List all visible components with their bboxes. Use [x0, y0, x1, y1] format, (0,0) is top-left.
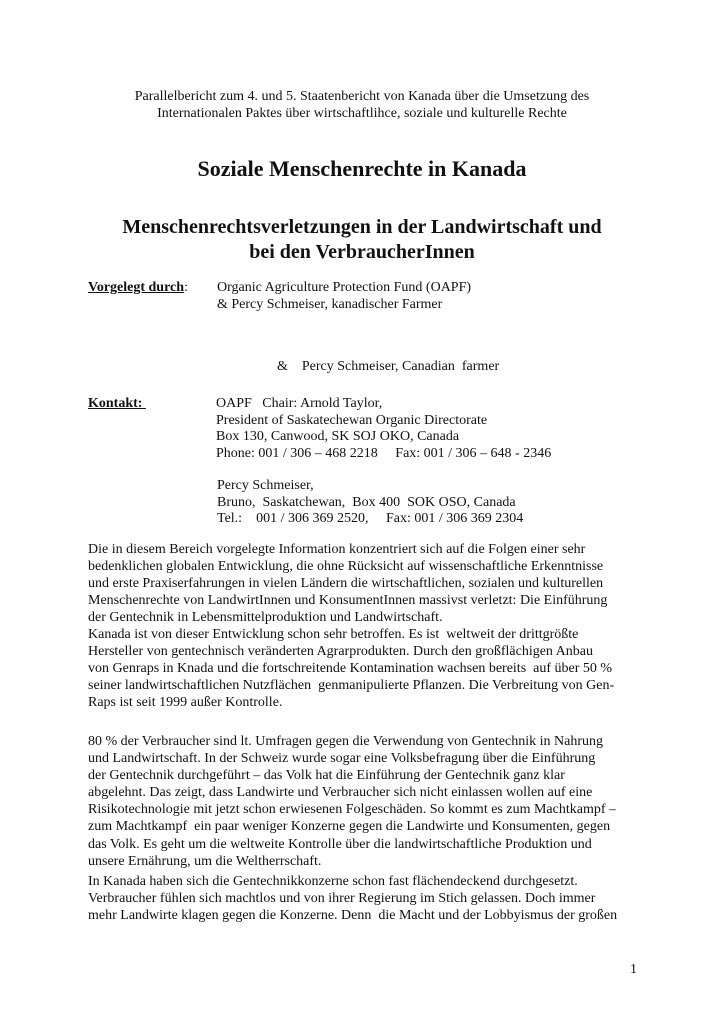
contact-oapf: [216, 396, 551, 462]
submitter-org: Organic Agriculture Protection Fund (OAPF): [217, 280, 472, 295]
contact-percy: [217, 478, 523, 528]
contact-oapf-line: Box 130, Canwood, SK SOJ OKO, Canada: [216, 429, 460, 444]
text-line: Menschenrechte von LandwirtInnen und KonsumentInnen massivst verletzt: Die Einführung: [88, 593, 608, 609]
submitted-by-colon: :: [184, 280, 188, 295]
text-line: In Kanada haben sich die Gentechnikkonzerne schon fast flächendeckend durchgesetzt.: [88, 874, 578, 889]
subtitle-line-2: bei den VerbraucherInnen: [249, 241, 475, 263]
text-line: mehr Landwirte klagen gegen die Konzerne. Denn die Macht und der Lobbyismus der großen: [88, 908, 618, 924]
text-line: Verbraucher fühlen sich machtlos und von ihrer Regierung im Stich gelassen. Doch immer: [88, 891, 596, 907]
text-line: Hersteller von gentechnisch veränderten Agrarprodukten. Durch den großflächigen Anbau: [88, 644, 593, 660]
text-line: bedenklichen globalen Entwicklung, die ohne Rücksicht auf wissenschaftliche Erkenntnisse: [88, 559, 604, 575]
contact-percy-line: Bruno, Saskatchewan, Box 400 SOK OSO, Canada: [217, 494, 516, 510]
text-line: und Landwirtschaft. In der Schweiz wurde sogar eine Volksbefragung über die Einführung: [88, 751, 596, 767]
report-header-line-2: Internationalen Paktes über wirtschaftlihce, soziale und kulturelle Rechte: [157, 106, 567, 121]
text-line: zum Machtkampf ein paar weniger Konzerne gegen die Landwirte und Konsumenten, gegen: [88, 819, 611, 835]
submitter-english: & Percy Schmeiser, Canadian farmer: [277, 359, 500, 374]
text-line: und erste Praxiserfahrungen in vielen Ländern die wirtschaftlichen, sozialen und kulturellen: [88, 576, 604, 592]
paragraph-1: [88, 541, 648, 626]
text-line: Die in diesem Bereich vorgelegte Information konzentriert sich auf die Folgen einer sehr: [88, 542, 586, 557]
page-title: Soziale Menschenrechte in Kanada: [197, 156, 527, 181]
contact-label: Kontakt:: [88, 396, 146, 411]
text-line: unsere Ernährung, um die Weltherrschaft.: [88, 853, 322, 869]
text-line: abgelehnt. Das zeigt, dass Landwirte und Verbraucher sich nicht einlassen wollen auf eine: [88, 785, 593, 801]
text-line: von Genraps in Knada und die fortschreitende Kontamination wachsen bereits auf über 50 %: [88, 661, 613, 677]
contact-percy-line: Percy Schmeiser,: [217, 478, 314, 493]
page-number: 1: [630, 962, 637, 977]
text-line: Risikotechnologie mit jetzt schon erwiesenen Folgeschäden. So kommt es zum Machtkampf –: [88, 802, 617, 818]
text-line: seiner landwirtschaftlichen Nutzflächen genmanipulierte Pflanzen. Die Verbreitung von Gen-: [88, 678, 615, 694]
text-line: der Gentechnik durchgeführt – das Volk hat die Einführung der Gentechnik ganz klar: [88, 768, 565, 784]
text-line: der Gentechnik in Lebensmittelproduktion und Landwirtschaft.: [88, 610, 443, 626]
contact-percy-phone: Tel.: 001 / 306 369 2520, Fax: 001 / 306 369 2304: [217, 511, 524, 526]
text-line: Kanada ist von dieser Entwicklung schon sehr betroffen. Es ist weltweit der drittgrößte: [88, 627, 579, 642]
subtitle-line-1: Menschenrechtsverletzungen in der Landwirtschaft und: [122, 216, 602, 238]
submitted-by-label: [88, 280, 188, 296]
report-header-line-1: Parallelbericht zum 4. und 5. Staatenbericht von Kanada über die Umsetzung des: [134, 89, 590, 104]
paragraph-4: [88, 873, 648, 924]
text-line: Raps ist seit 1999 außer Kontrolle.: [88, 695, 283, 711]
text-line: das Volk. Es geht um die weltweite Kontrolle über die landwirtschaftliche Produktion und: [88, 836, 592, 852]
submitted-by-label-text: Vorgelegt durch: [88, 280, 185, 295]
contact-oapf-line: OAPF Chair: Arnold Taylor,: [216, 396, 383, 411]
paragraph-2: [88, 626, 648, 711]
paragraph-3: [88, 733, 648, 870]
contact-oapf-line: President of Saskatechewan Organic Directorate: [216, 412, 488, 428]
text-line: 80 % der Verbraucher sind lt. Umfragen gegen die Verwendung von Gentechnik in Nahrung: [88, 734, 603, 749]
contact-oapf-phone: Phone: 001 / 306 – 468 2218 Fax: 001 / 306 – 648 - 2346: [216, 445, 552, 461]
submitter-person: & Percy Schmeiser, kanadischer Farmer: [217, 297, 443, 312]
